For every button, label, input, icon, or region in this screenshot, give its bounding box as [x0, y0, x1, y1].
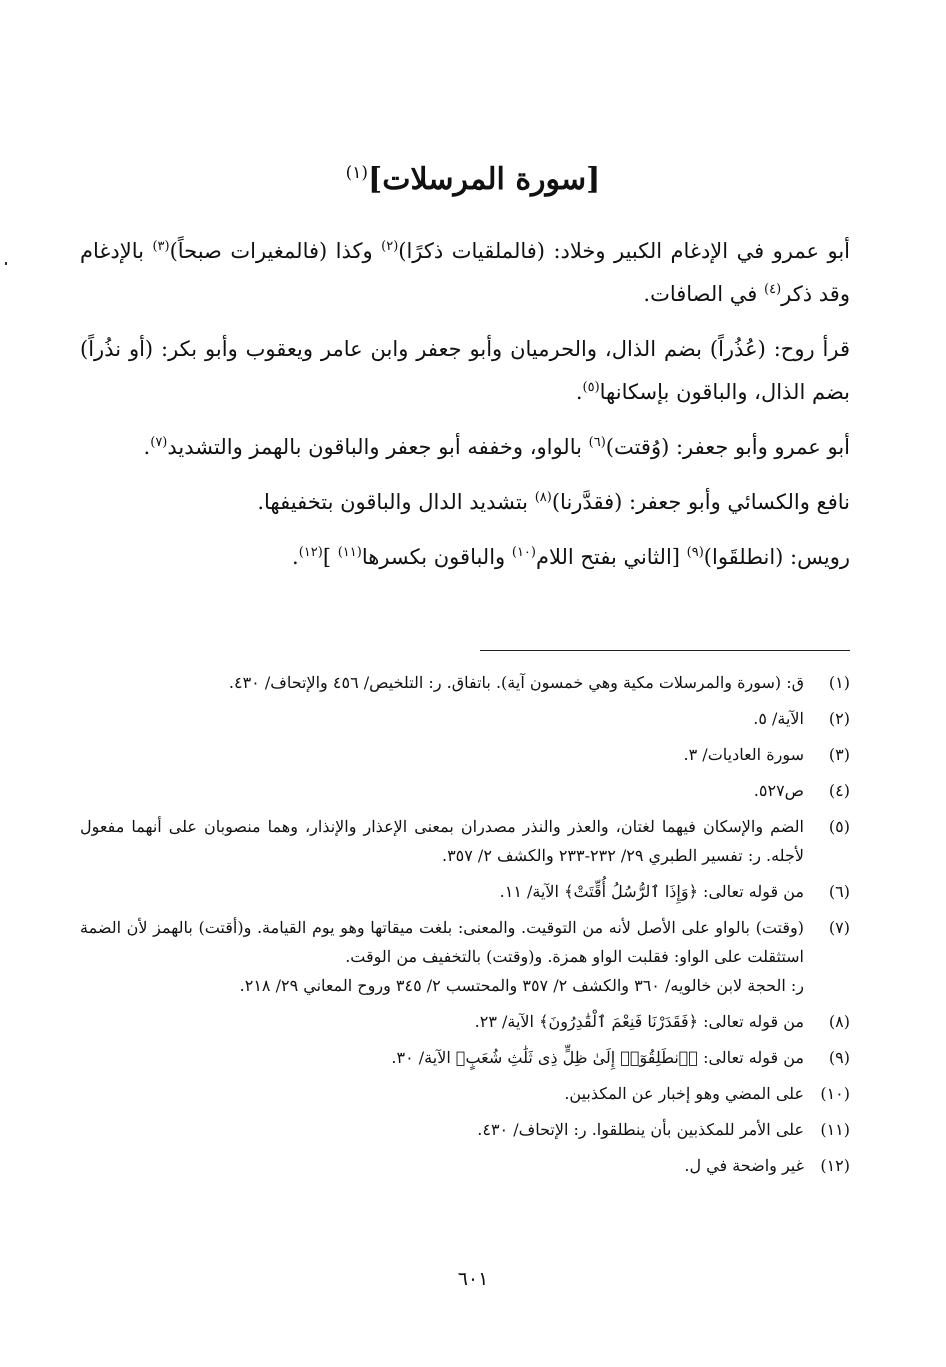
footnote-number: (٢) — [828, 709, 850, 728]
footnote-text: من قوله تعالى: ﴿فَقَدَرْنَا فَنِعْمَ ٱلْقَٰدِرُونَ﴾ الآية/ ٢٣. — [474, 1012, 804, 1031]
footnote-number: (٩) — [828, 1048, 850, 1067]
footnote-number: (٦) — [828, 882, 850, 901]
footnotes — [80, 668, 850, 1187]
footnote-ref: (٤) — [764, 282, 782, 297]
text-run: بتشديد الدال والباقون بتخفيفها. — [257, 490, 535, 514]
footnote-number: (٤) — [828, 781, 850, 800]
footnote-text: ر: الحجة لابن خالويه/ ٣٦٠ والكشف ٢/ ٣٥٧ والمحتسب ٢/ ٣٤٥ وروح المعاني ٢٩/ ٢١٨. — [239, 976, 804, 995]
footnote-ref: (١٠) — [511, 545, 536, 560]
text-run: [الثاني بفتح اللام — [535, 545, 687, 569]
paragraph — [80, 481, 850, 524]
text-run: بالإدغام وقد ذكر — [80, 239, 850, 306]
paragraph — [80, 426, 850, 469]
footnote-text: غير واضحة في ل. — [684, 1156, 804, 1175]
footnote-ref: (٥) — [582, 380, 600, 395]
paragraph — [80, 536, 850, 579]
footnote-ref: (٩) — [686, 545, 704, 560]
footnote-ref: (٢) — [381, 239, 399, 254]
scan-speck — [5, 262, 7, 265]
footnote — [80, 877, 850, 906]
footnote-number: (٧) — [828, 918, 850, 937]
footnote — [80, 776, 850, 805]
surah-title-text: [سورة المرسلات] — [368, 162, 601, 197]
surah-title — [0, 162, 946, 197]
footnote-number: (١٢) — [820, 1156, 850, 1175]
text-run: . — [143, 435, 151, 459]
footnote-number: (٣) — [828, 745, 850, 764]
footnote — [80, 740, 850, 769]
footnote-number: (١١) — [820, 1120, 850, 1139]
footnote-ref: (٣) — [152, 239, 170, 254]
title-footnote-ref: (١) — [345, 163, 369, 183]
page-number: ٦٠١ — [457, 1268, 489, 1290]
footnote-ref: (١٢) — [298, 545, 323, 560]
footnote-text: الضم والإسكان فيهما لغتان، والعذر والنذر مصدران بمعنى الإعذار والإنذار، وهما منصوبان على أنهما مفعول لأجله. ر: تفسير الطبري ٢٩/ ٢٣٢-٢٣٣ والكشف ٢/ ٣٥٧. — [80, 817, 804, 865]
text-run: أبو عمرو في الإدغام الكبير وخلاد: (فالملقيات ذكرًا) — [398, 239, 850, 263]
text-run: في الصافات. — [643, 282, 765, 306]
footnote — [80, 704, 850, 733]
text-run: نافع والكسائي وأبو جعفر: (فقدَّرنا) — [551, 490, 850, 514]
footnote-text: من قوله تعالى: ﴿وَإِذَا ٱلرُّسُلُ أُقِّتَتْ﴾ الآية/ ١١. — [499, 882, 804, 901]
footnote-ref: (٨) — [534, 490, 552, 505]
footnote — [80, 812, 850, 870]
footnote-text: ص٥٢٧. — [753, 781, 804, 800]
text-run: . — [292, 545, 299, 569]
main-text — [80, 230, 850, 591]
text-run: بالواو، وخففه أبو جعفر والباقون بالهمز والتشديد — [167, 435, 589, 459]
footnote-text: على المضي وهو إخبار عن المكذبين. — [564, 1084, 804, 1103]
footnote-text: على الأمر للمكذبين بأن ينطلقوا. ر: الإتحاف/ ٤٣٠. — [477, 1120, 804, 1139]
text-run: وكذا (فالمغيرات صبحاً) — [169, 239, 382, 263]
footnote-text: الآية/ ٥. — [753, 709, 804, 728]
footnote-text: من قوله تعالى: ﴿ٱنطَلِقُوٓا۟ إِلَىٰ ظِلٍّ ذِى ثَلَٰثِ شُعَبٍ﴾ الآية/ ٣٠. — [391, 1048, 804, 1067]
footnote-number: (٥) — [828, 817, 850, 836]
text-run: قرأ روح: (عُذُراً) بضم الذال، والحرميان وأبو جعفر وابن عامر ويعقوب وأبو بكر: (أو نذُراً) بضم الذال، والباقون بإسكانها — [80, 337, 850, 404]
footnote-ref: (١١) — [337, 545, 362, 560]
footnote-divider — [480, 650, 850, 651]
footnote — [80, 1043, 850, 1072]
footnote-ref: (٦) — [588, 435, 606, 450]
footnote-text: (وقتت) بالواو على الأصل لأنه من التوقيت. والمعنى: بلغت ميقاتها وهو يوم القيامة. و(أقتت) بالهمز لأن الضمة استثقلت على الواو: فقلبت الواو همزة. و(وقتت) بالتخفيف من الوقت. — [80, 918, 804, 966]
text-run: ] — [322, 545, 338, 569]
text-run: . — [575, 380, 583, 404]
footnote-ref: (٧) — [150, 435, 168, 450]
footnote — [80, 1115, 850, 1144]
footnote-number: (٨) — [828, 1012, 850, 1031]
footnote — [80, 668, 850, 697]
footnote-text: ق: (سورة والمرسلات مكية وهي خمسون آية). باتفاق. ر: التلخيص/ ٤٥٦ والإتحاف/ ٤٣٠. — [228, 673, 804, 692]
paragraph — [80, 328, 850, 414]
paragraph — [80, 230, 850, 316]
text-run: رويس: (انطلقَوا) — [703, 545, 850, 569]
footnote-number: (١) — [828, 673, 850, 692]
footnote — [80, 1151, 850, 1180]
footnote-text: سورة العاديات/ ٣. — [683, 745, 804, 764]
text-run: والباقون بكسرها — [361, 545, 512, 569]
footnote — [80, 1007, 850, 1036]
text-run: أبو عمرو وأبو جعفر: (وُقتت) — [605, 435, 850, 459]
footnote-number: (١٠) — [820, 1084, 850, 1103]
footnote — [80, 1079, 850, 1108]
footnote — [80, 913, 850, 1000]
